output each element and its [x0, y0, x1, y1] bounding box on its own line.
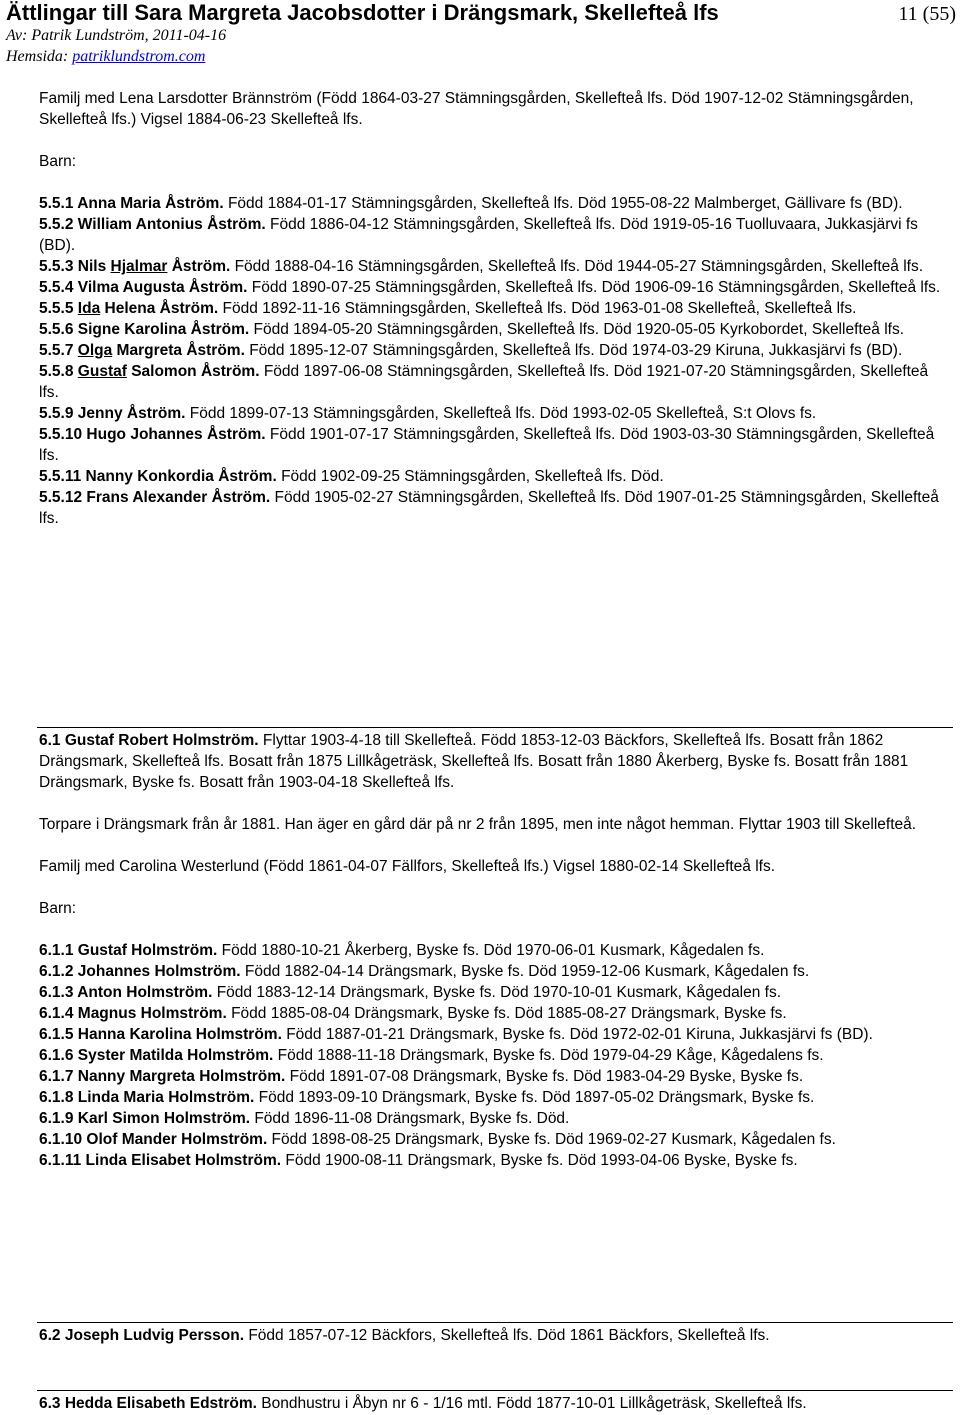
- child-number: 5.5.4: [39, 279, 74, 296]
- child-surname: Margreta Åström.: [112, 342, 245, 359]
- child-name: [39, 195, 224, 212]
- child-details: Född 1893-09-10 Drängsmark, Byske fs. Död 1897-05-02 Drängsmark, Byske fs.: [254, 1089, 815, 1106]
- document-title: Ättlingar till Sara Margreta Jacobsdotter i Drängsmark, Skellefteå lfs: [6, 0, 719, 25]
- child-details: Född 1883-12-14 Drängsmark, Byske fs. Död 1970-10-01 Kusmark, Kågedalen fs.: [212, 984, 782, 1001]
- person-details: Född 1857-07-12 Bäckfors, Skellefteå lfs. Död 1861 Bäckfors, Skellefteå lfs.: [244, 1327, 770, 1344]
- author-line: Av: Patrik Lundström, 2011-04-16: [6, 27, 227, 44]
- section-divider: [37, 1322, 953, 1323]
- child-details: Född 1887-01-21 Drängsmark, Byske fs. Död 1972-02-01 Kiruna, Jukkasjärvi fs (BD).: [281, 1026, 873, 1043]
- child-name: 6.1.11 Linda Elisabet Holmström.: [39, 1152, 282, 1169]
- child-call-name: Hjalmar: [110, 258, 168, 275]
- child-details: Född 1895-12-07 Stämningsgården, Skellefteå lfs. Död 1974-03-29 Kiruna, Jukkasjärvi fs (BD).: [244, 342, 903, 359]
- child-name: [39, 342, 245, 359]
- child-entry: [39, 214, 951, 256]
- homepage-label: Hemsida:: [6, 48, 73, 65]
- child-entry: [39, 1129, 951, 1150]
- child-details: Född 1899-07-13 Stämningsgården, Skellefteå lfs. Död 1993-02-05 Skellefteå, S:t Olovs fs.: [185, 405, 817, 422]
- child-number: 5.5.5: [39, 300, 74, 317]
- child-entry: [39, 319, 951, 340]
- child-entry: [39, 193, 951, 214]
- child-surname: Åström.: [190, 321, 250, 338]
- child-surname: Åström.: [167, 258, 231, 275]
- child-name: 6.1.5 Hanna Karolina Holmström.: [39, 1026, 282, 1043]
- child-surname: Åström.: [188, 279, 248, 296]
- child-entry: [39, 277, 951, 298]
- child-details: Född 1890-07-25 Stämningsgården, Skellefteå lfs. Död 1906-09-16 Stämningsgården, Skellefteå lfs.: [247, 279, 941, 296]
- child-details: Född 1900-08-11 Drängsmark, Byske fs. Död 1993-04-06 Byske, Byske fs.: [281, 1152, 798, 1169]
- child-entry: [39, 298, 951, 319]
- person-details: Bondhustru i Åbyn nr 6 - 1/16 mtl. Född 1877-10-01 Lillkågeträsk, Skellefteå lfs.: [256, 1395, 807, 1412]
- child-name: 6.1.10 Olof Mander Holmström.: [39, 1131, 268, 1148]
- child-number: 5.5.8: [39, 363, 74, 380]
- child-name: [39, 279, 247, 296]
- child-call-name: Gustaf: [77, 363, 127, 380]
- child-name: 6.1.9 Karl Simon Holmström.: [39, 1110, 251, 1127]
- homepage-link[interactable]: patriklundstrom.com: [72, 48, 206, 65]
- child-number: 5.5.9: [39, 405, 74, 422]
- child-given-names: Jenny: [73, 405, 127, 422]
- child-name: [39, 426, 266, 443]
- child-details: Född 1888-04-16 Stämningsgården, Skellefteå lfs. Död 1944-05-27 Stämningsgården, Skellefteå lfs.: [230, 258, 924, 275]
- child-given-names: Vilma Augusta: [73, 279, 189, 296]
- child-details: Född 1880-10-21 Åkerberg, Byske fs. Död 1970-06-01 Kusmark, Kågedalen fs.: [217, 942, 765, 959]
- person-section-6-1: [39, 730, 951, 1171]
- child-entry: [39, 1150, 951, 1171]
- child-surname: Åström.: [165, 195, 224, 212]
- homepage-line: [6, 48, 205, 66]
- child-given-names: Frans Alexander: [82, 489, 212, 506]
- person-name: 6.1 Gustaf Robert Holmström.: [39, 732, 259, 749]
- child-number: 5.5.2: [39, 216, 74, 233]
- child-details: Född 1902-09-25 Stämningsgården, Skellefteå lfs. Död.: [276, 468, 664, 485]
- section-divider: [37, 1390, 953, 1391]
- child-details: Född 1897-06-08 Stämningsgården, Skellefteå lfs. Död 1921-07-20 Stämningsgården, Skellefteå lfs.: [39, 363, 929, 401]
- child-name: 6.1.2 Johannes Holmström.: [39, 963, 241, 980]
- child-name: [39, 258, 230, 275]
- child-name: [39, 468, 277, 485]
- person-name: 6.2 Joseph Ludvig Persson.: [39, 1327, 245, 1344]
- family-paragraph: Familj med Lena Larsdotter Brännström (Född 1864-03-27 Stämningsgården, Skellefteå lfs. Död 1907-12-02 Stämningsgården, Skellefteå lfs.) Vigsel 1884-06-23 Skellefteå lfs.: [39, 90, 914, 128]
- child-given-names: Hugo Johannes: [82, 426, 207, 443]
- child-entry: [39, 403, 951, 424]
- family-paragraph: Familj med Carolina Westerlund (Född 1861-04-07 Fällfors, Skellefteå lfs.) Vigsel 1880-02-14 Skellefteå lfs.: [39, 858, 776, 875]
- child-name: 6.1.8 Linda Maria Holmström.: [39, 1089, 255, 1106]
- child-name: [39, 405, 185, 422]
- child-name: 6.1.4 Magnus Holmström.: [39, 1005, 227, 1022]
- child-details: Född 1896-11-08 Drängsmark, Byske fs. Död.: [250, 1110, 570, 1127]
- child-surname: Salomon Åström.: [126, 363, 260, 380]
- child-surname: Åström.: [206, 426, 266, 443]
- child-name: 6.1.3 Anton Holmström.: [39, 984, 213, 1001]
- child-call-name: Olga: [77, 342, 113, 359]
- child-entry: [39, 256, 951, 277]
- child-name: [39, 300, 218, 317]
- child-entry: [39, 466, 951, 487]
- child-surname: Åström.: [207, 216, 266, 233]
- child-name: [39, 216, 266, 233]
- child-entry: [39, 961, 951, 982]
- person-details: Flyttar 1903-4-18 till Skellefteå. Född 1853-12-03 Bäckfors, Skellefteå lfs. Bosatt från 1862 Drängsmark, Skellefteå lfs. Bosatt från 1875 Lillkågeträsk, Skellefteå lfs. Bosatt från 1880 Åkerberg, Byske fs. Bosatt från 1881 Drängsmark, Byske fs. Bosatt från 1903-04-18 Skellefteå lfs.: [39, 732, 909, 791]
- child-name: 6.1.6 Syster Matilda Holmström.: [39, 1047, 274, 1064]
- child-entry: [39, 1003, 951, 1024]
- child-details: Född 1894-05-20 Stämningsgården, Skellefteå lfs. Död 1920-05-05 Kyrkobordet, Skellefteå lfs.: [249, 321, 905, 338]
- child-given-names: William Antonius: [73, 216, 208, 233]
- children-list: [39, 940, 951, 1171]
- child-call-name: Ida: [77, 300, 101, 317]
- child-surname: Åström.: [211, 489, 271, 506]
- child-entry: [39, 487, 951, 529]
- child-given-names: Anna Maria: [73, 195, 166, 212]
- person-name: 6.3 Hedda Elisabeth Edström.: [39, 1395, 257, 1412]
- person-entry: [39, 730, 951, 793]
- child-surname: Åström.: [218, 468, 277, 485]
- child-given-names: Nils: [73, 258, 111, 275]
- children-list: [39, 193, 951, 529]
- child-entry: [39, 940, 951, 961]
- family-section-5-5: [39, 88, 951, 529]
- child-given-names: Nanny Konkordia: [81, 468, 219, 485]
- child-surname: Helena Åström.: [100, 300, 219, 317]
- child-number: 5.5.12: [39, 489, 83, 506]
- child-name: [39, 489, 270, 506]
- child-details: Född 1901-07-17 Stämningsgården, Skellefteå lfs. Död 1903-03-30 Stämningsgården, Skellefteå lfs.: [39, 426, 935, 464]
- child-entry: [39, 1087, 951, 1108]
- child-entry: [39, 1108, 951, 1129]
- child-entry: [39, 361, 951, 403]
- section-divider: [37, 727, 953, 728]
- child-details: Född 1885-08-04 Drängsmark, Byske fs. Död 1885-08-27 Drängsmark, Byske fs.: [226, 1005, 787, 1022]
- child-entry: [39, 1024, 951, 1045]
- child-surname: Åström.: [126, 405, 186, 422]
- child-name: 6.1.7 Nanny Margreta Holmström.: [39, 1068, 286, 1085]
- child-name: 6.1.1 Gustaf Holmström.: [39, 942, 218, 959]
- child-entry: [39, 982, 951, 1003]
- person-note: Torpare i Drängsmark från år 1881. Han äger en gård där på nr 2 från 1895, men inte något hemman. Flyttar 1903 till Skellefteå.: [39, 816, 917, 833]
- child-entry: [39, 340, 951, 361]
- child-entry: [39, 1045, 951, 1066]
- child-details: Född 1888-11-18 Drängsmark, Byske fs. Död 1979-04-29 Kåge, Kågedalens fs.: [273, 1047, 824, 1064]
- child-name: [39, 363, 260, 380]
- child-details: Född 1886-04-12 Stämningsgården, Skellefteå lfs. Död 1919-05-16 Tuolluvaara, Jukkasjärvi fs (BD).: [39, 216, 918, 254]
- child-number: 5.5.7: [39, 342, 74, 359]
- child-details: Född 1905-02-27 Stämningsgården, Skellefteå lfs. Död 1907-01-25 Stämningsgården, Skellefteå lfs.: [39, 489, 939, 527]
- children-label: Barn:: [39, 900, 77, 917]
- person-entry: [39, 1325, 951, 1346]
- child-details: Född 1891-07-08 Drängsmark, Byske fs. Död 1983-04-29 Byske, Byske fs.: [285, 1068, 804, 1085]
- person-section-6-2: [39, 1325, 951, 1346]
- person-section-6-3: [39, 1393, 951, 1414]
- person-entry: [39, 1393, 951, 1414]
- child-details: Född 1898-08-25 Drängsmark, Byske fs. Död 1969-02-27 Kusmark, Kågedalen fs.: [267, 1131, 836, 1148]
- child-details: Född 1882-04-14 Drängsmark, Byske fs. Död 1959-12-06 Kusmark, Kågedalen fs.: [240, 963, 810, 980]
- child-number: 5.5.10: [39, 426, 83, 443]
- child-entry: [39, 1066, 951, 1087]
- child-number: 5.5.6: [39, 321, 74, 338]
- child-given-names: Signe Karolina: [73, 321, 191, 338]
- child-number: 5.5.11: [39, 468, 82, 485]
- children-label: Barn:: [39, 153, 77, 170]
- child-number: 5.5.1: [39, 195, 74, 212]
- child-entry: [39, 424, 951, 466]
- child-details: Född 1892-11-16 Stämningsgården, Skellefteå lfs. Död 1963-01-08 Skellefteå, Skellefteå lfs.: [218, 300, 857, 317]
- child-number: 5.5.3: [39, 258, 74, 275]
- page-header: [6, 0, 956, 70]
- child-details: Född 1884-01-17 Stämningsgården, Skellefteå lfs. Död 1955-08-22 Malmberget, Gällivare fs (BD).: [223, 195, 903, 212]
- page-number: 11 (55): [898, 3, 956, 25]
- child-name: [39, 321, 249, 338]
